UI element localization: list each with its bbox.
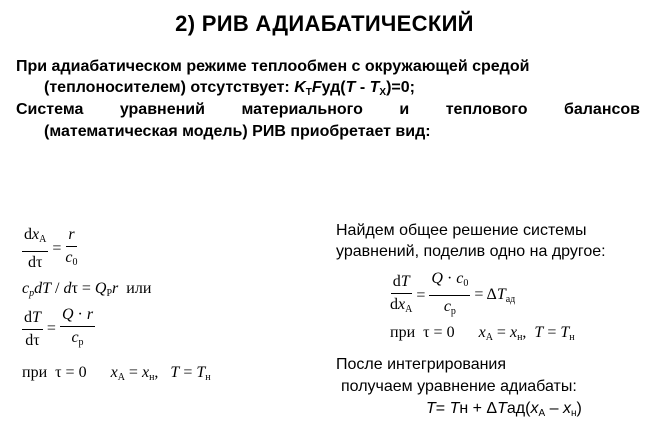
intro-line-2: (теплоносителем) отсутствует: $K_TFуд(T - T_X)=0$; (44, 79, 415, 98)
integration-text-1: После интегрирования (336, 356, 507, 373)
intro-line-3: Система уравнений материального и теплового балансов (16, 101, 640, 118)
material-balance-eq: $\frac{dx_A}{d\tau}$ = $\frac{r}{c_0}$ (24, 226, 78, 271)
adiabat-equation: T= Tн + $\Delta Tад(x_А - x_н)$ (426, 400, 582, 419)
page-title: 2) РИВ АДИАБАТИЧЕСКИЙ (175, 11, 474, 36)
integration-text-2: получаем уравнение адиабаты: (341, 378, 577, 395)
zero-exchange-formula: $K_TFуд(T - T_X)=0$; (294, 79, 415, 98)
heat-balance-eq-1: $c_pdT / d\tau = Q_Pr$ или (22, 280, 152, 299)
combined-eq: $\frac{dT}{dx_A}$ = $\frac{Q \cdot c_0}{c_p}$ = $\Delta T_{ад}$ (390, 270, 516, 317)
heat-balance-eq-2: $\frac{dT}{d\tau}$ = $\frac{Q \cdot r}{c_p}$ (24, 306, 94, 349)
solution-text-2: уравнений, поделив одно на другое: (336, 243, 606, 260)
intro-line-4: (математическая модель) РИВ приобретает вид: (44, 123, 431, 140)
intro-line-1: При адиабатическом режиме теплообмен с окружающей средой (16, 58, 530, 75)
solution-text-1: Найдем общее решение системы (336, 222, 587, 239)
combined-initial-conditions: при τ = 0 $x_A = x_н$, $T = T_н$ (390, 324, 575, 343)
initial-conditions: при τ = 0 $x_A = x_н$, $T = T_н$ (22, 364, 211, 383)
